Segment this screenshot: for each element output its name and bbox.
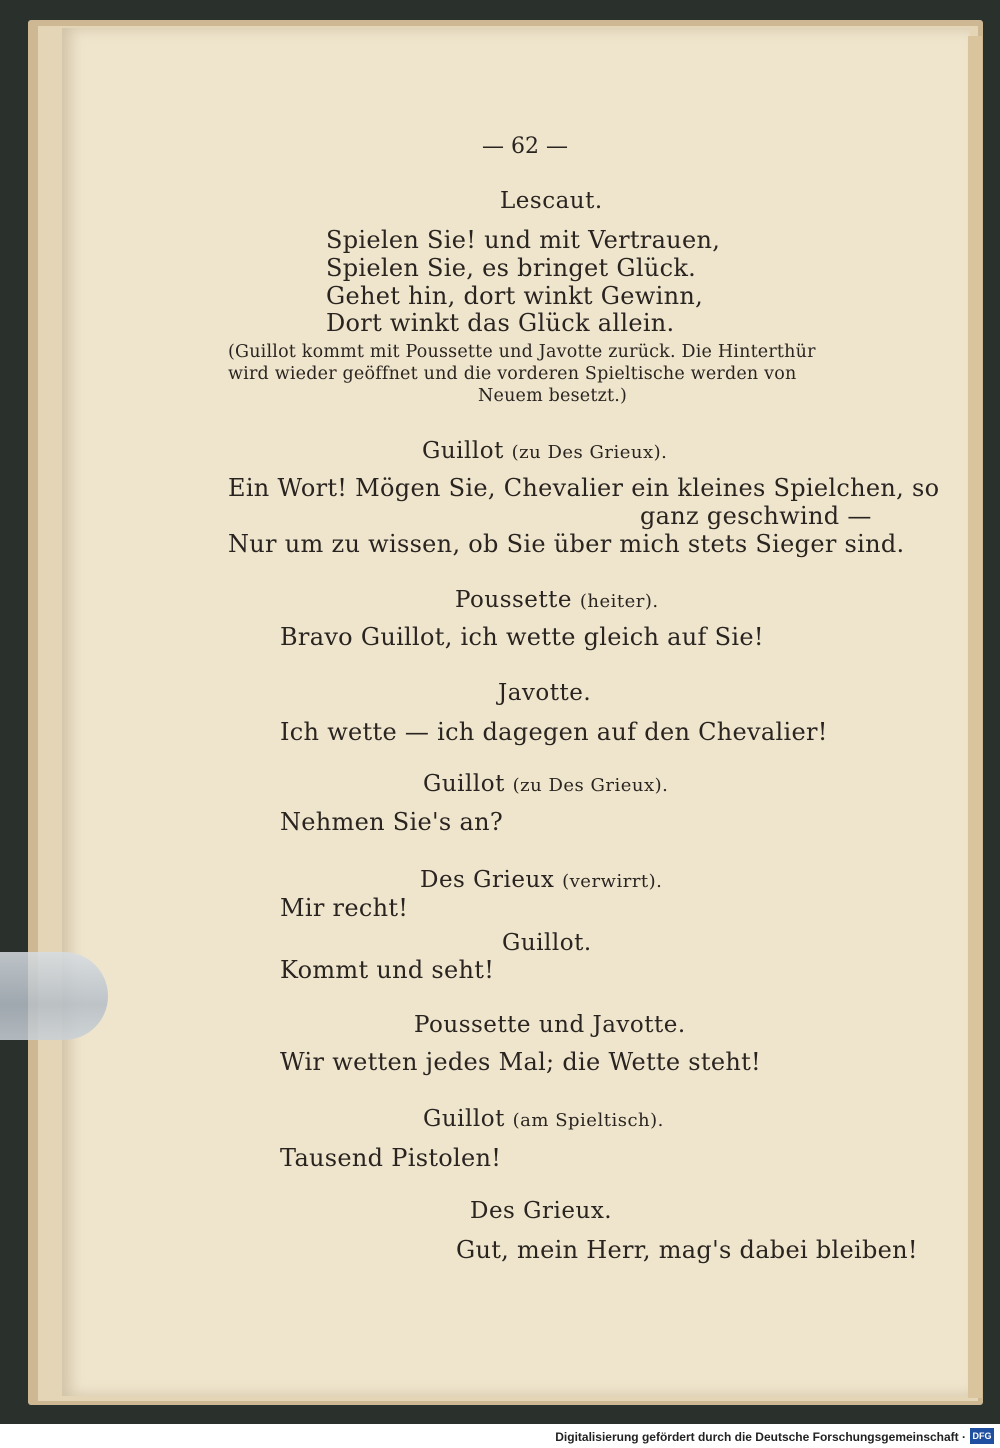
speaker-name: Guillot bbox=[423, 1106, 505, 1132]
speaker-direction: (zu Des Grieux). bbox=[512, 775, 669, 796]
verse-line: ganz geschwind — bbox=[640, 502, 872, 530]
speaker-direction: (verwirrt). bbox=[562, 871, 663, 892]
speaker-name: Poussette bbox=[455, 587, 573, 613]
verse-line: Mir recht! bbox=[280, 894, 409, 922]
footer-credit: Digitalisierung gefördert durch die Deutsche Forschungsgemeinschaft · bbox=[555, 1430, 966, 1444]
speaker-poussette-javotte: Poussette und Javotte. bbox=[414, 1012, 686, 1038]
speaker-des-grieux bbox=[420, 869, 662, 892]
verse-line: Dort winkt das Glück allein. bbox=[326, 309, 675, 337]
verse-line: Nehmen Sie's an? bbox=[280, 808, 504, 836]
scanner-thumb bbox=[0, 952, 108, 1040]
speaker-direction: (heiter). bbox=[579, 591, 659, 612]
verse-line: Spielen Sie, es bringet Glück. bbox=[326, 254, 697, 282]
speaker-javotte: Javotte. bbox=[498, 680, 592, 706]
stage-direction-line: wird wieder geöffnet und die vorderen Spieltische werden von bbox=[228, 364, 797, 384]
verse-line: Tausend Pistolen! bbox=[280, 1144, 502, 1172]
verse-line: Ich wette — ich dagegen auf den Chevalier! bbox=[280, 718, 828, 746]
speaker-guillot: Guillot. bbox=[502, 930, 592, 956]
verse-line: Ein Wort! Mögen Sie, Chevalier ein kleines Spielchen, so bbox=[228, 474, 940, 502]
stage-direction-line: (Guillot kommt mit Poussette und Javotte zurück. Die Hinterthür bbox=[228, 342, 816, 362]
speaker-name: Guillot bbox=[422, 438, 504, 464]
verse-line: Gehet hin, dort winkt Gewinn, bbox=[326, 282, 704, 310]
verse-line: Gut, mein Herr, mag's dabei bleiben! bbox=[456, 1236, 918, 1264]
verse-line: Nur um zu wissen, ob Sie über mich stets Sieger sind. bbox=[228, 530, 905, 558]
verse-line: Bravo Guillot, ich wette gleich auf Sie! bbox=[280, 623, 764, 651]
verse-line: Spielen Sie! und mit Vertrauen, bbox=[326, 226, 721, 254]
dfg-logo: DFG bbox=[970, 1428, 994, 1444]
speaker-des-grieux: Des Grieux. bbox=[470, 1198, 613, 1224]
speaker-guillot bbox=[423, 773, 668, 796]
verse-line: Kommt und seht! bbox=[280, 956, 495, 984]
speaker-lescaut: Lescaut. bbox=[500, 188, 603, 214]
speaker-name: Des Grieux bbox=[420, 867, 555, 893]
next-page-edge bbox=[968, 36, 982, 1398]
verse-line: Wir wetten jedes Mal; die Wette steht! bbox=[280, 1048, 761, 1076]
speaker-direction: (zu Des Grieux). bbox=[511, 442, 668, 463]
page-number: — 62 — bbox=[482, 134, 568, 159]
speaker-direction: (am Spieltisch). bbox=[512, 1110, 664, 1131]
speaker-name: Guillot bbox=[423, 771, 505, 797]
speaker-guillot bbox=[422, 440, 667, 463]
speaker-guillot bbox=[423, 1108, 664, 1131]
speaker-poussette bbox=[455, 589, 659, 612]
stage-direction-line: Neuem besetzt.) bbox=[478, 386, 628, 406]
